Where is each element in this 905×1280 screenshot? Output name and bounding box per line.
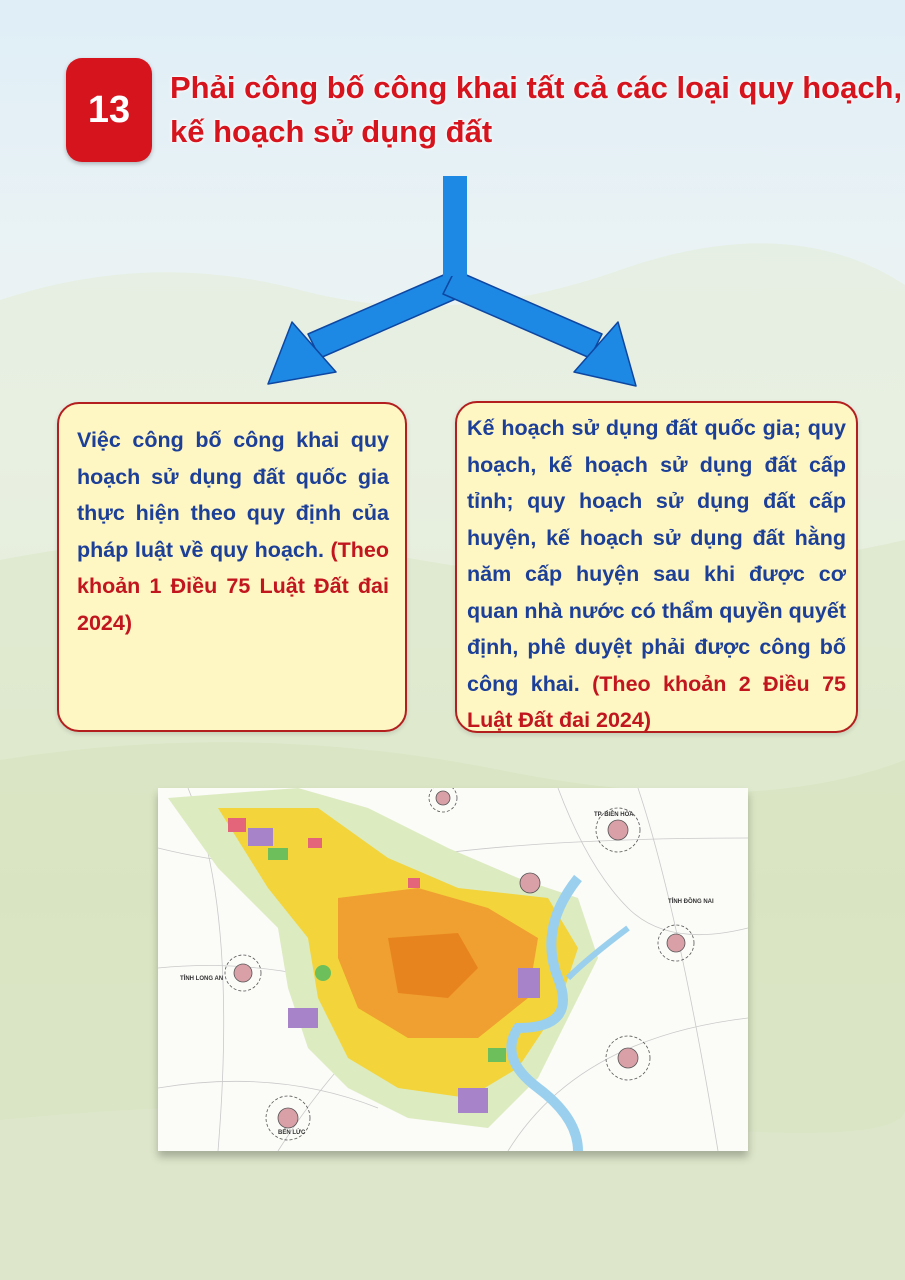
left-box-citation: (Theo khoản 1 Điều 75 Luật Đất đai 2024) <box>77 537 389 635</box>
right-info-box <box>455 401 858 733</box>
split-arrow-icon <box>0 0 905 420</box>
section-number: 13 <box>87 88 131 131</box>
land-use-map-image <box>158 788 748 1151</box>
left-info-box <box>57 402 407 732</box>
map-label-long-an: TỈNH LONG AN <box>180 976 224 982</box>
left-box-text: Việc công bố công khai quy hoạch sử dụng đất quốc gia thực hiện theo quy định của pháp luật về quy hoạch. <box>77 428 389 562</box>
map-label-dong-nai: TỈNH ĐỒNG NAI <box>668 899 714 905</box>
title-line-1: Phải công bố công khai tất cả các loại quy hoạch, <box>170 70 903 105</box>
title-line-2: kế hoạch sử dụng đất <box>170 114 493 149</box>
map-label-ben-luc: BẾN LỨC <box>278 1130 306 1136</box>
right-box-text: Kế hoạch sử dụng đất quốc gia; quy hoạch, kế hoạch sử dụng đất cấp tỉnh; quy hoạch sử dụng đất cấp huyện, kế hoạch sử dụng đất hằng năm cấp huyện sau khi được cơ quan nhà nước có thẩm quyền quyết định, phê duyệt phải được công bố công khai. <box>467 416 846 696</box>
right-box-citation: (Theo khoản 2 Điều 75 Luật Đất đai 2024) <box>467 671 846 732</box>
map-label-bien-hoa: TP. BIÊN HÒA <box>594 812 634 818</box>
